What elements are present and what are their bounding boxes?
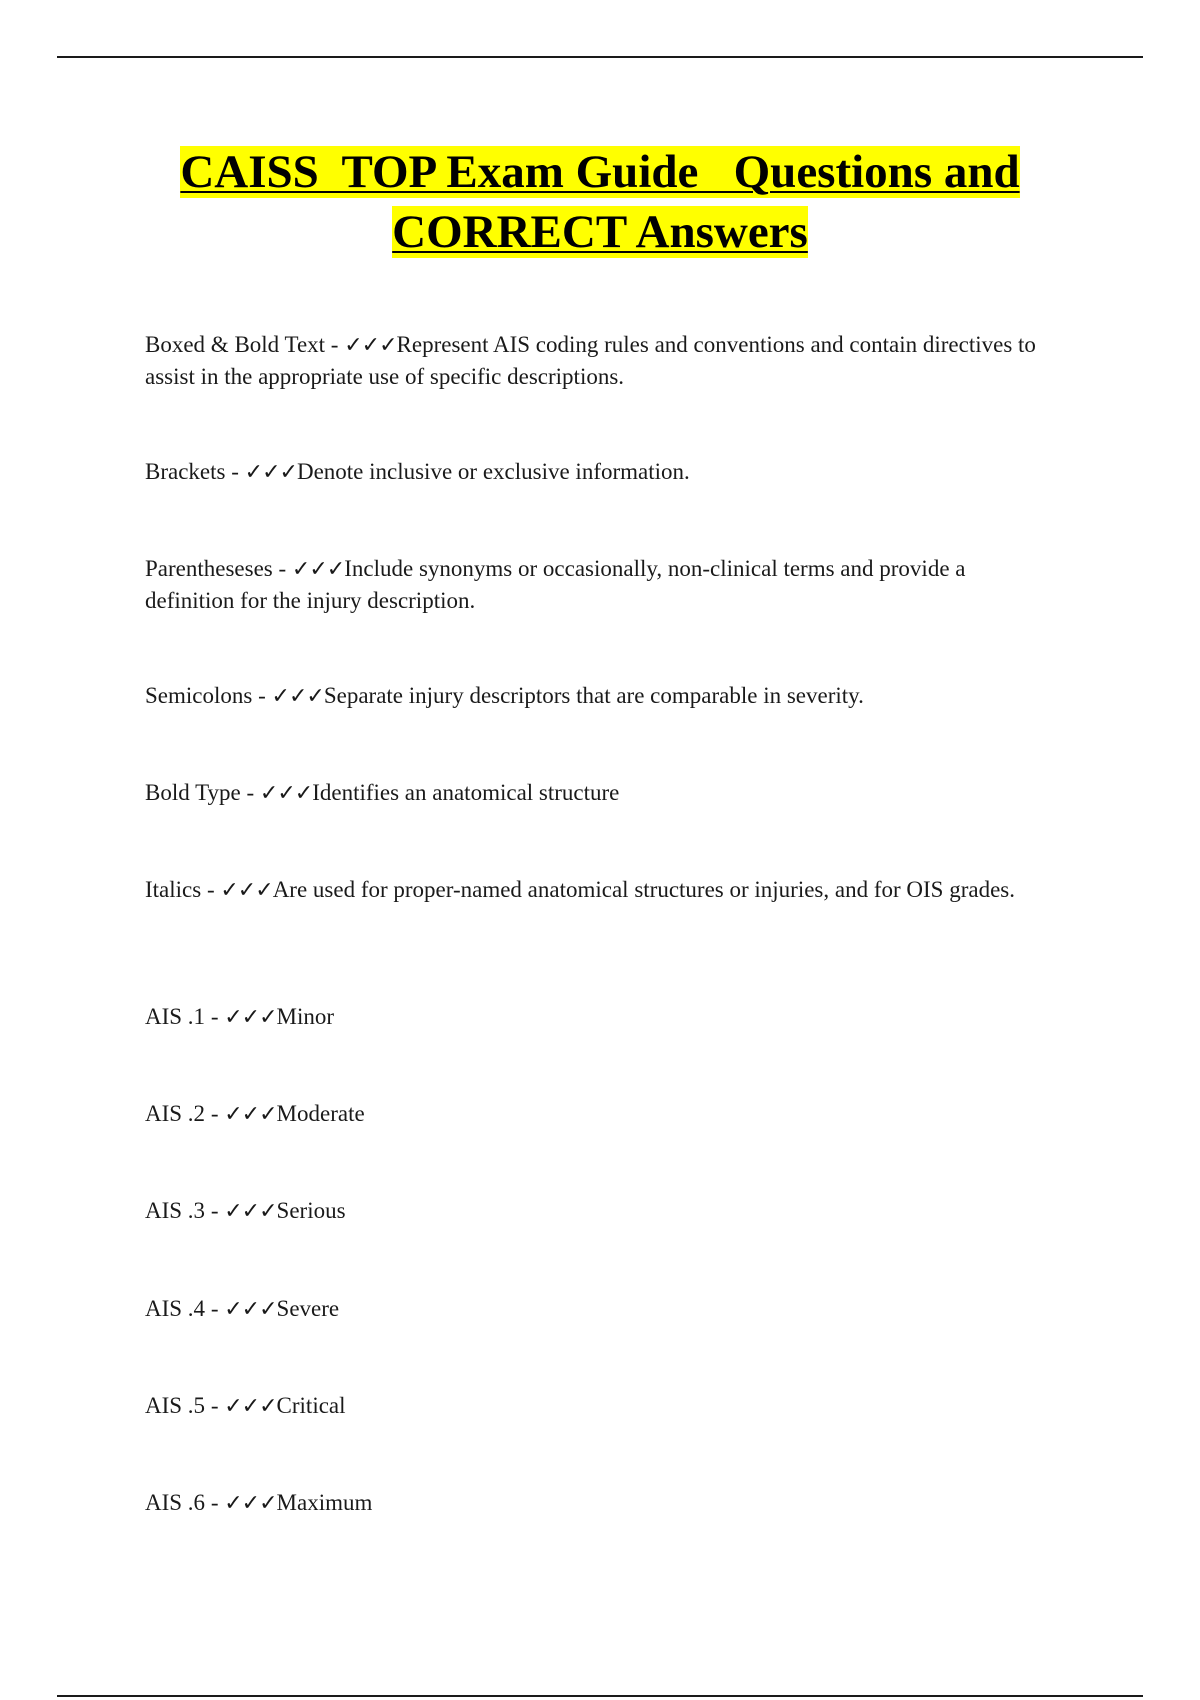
check-marks-icon: ✓✓✓ bbox=[224, 1394, 277, 1419]
qa-entry-boxed-bold-text bbox=[145, 329, 1045, 392]
check-marks-icon: ✓✓✓ bbox=[244, 460, 297, 485]
check-marks-icon: ✓✓✓ bbox=[224, 1199, 277, 1224]
qa-separator: - bbox=[205, 1490, 225, 1515]
qa-term: AIS .2 bbox=[145, 1101, 206, 1126]
document-title bbox=[60, 142, 1140, 262]
qa-definition: Serious bbox=[276, 1198, 346, 1223]
qa-term: AIS .1 bbox=[145, 1004, 206, 1029]
qa-entry-ais-1 bbox=[145, 1001, 1045, 1033]
qa-definition: Are used for proper-named anatomical structures or injuries, and for OIS grades. bbox=[272, 877, 1015, 902]
qa-term: Brackets bbox=[145, 459, 226, 484]
qa-separator: - bbox=[240, 780, 260, 805]
qa-separator: - bbox=[205, 1296, 225, 1321]
qa-term: Bold Type bbox=[145, 780, 241, 805]
qa-entry-ais-5 bbox=[145, 1390, 1045, 1422]
qa-entry-ais-2 bbox=[145, 1098, 1045, 1130]
qa-term: Semicolons bbox=[145, 683, 253, 708]
qa-entry-ais-4 bbox=[145, 1293, 1045, 1325]
qa-term: AIS .6 bbox=[145, 1490, 206, 1515]
qa-entry-semicolons bbox=[145, 680, 1045, 712]
qa-term: AIS .4 bbox=[145, 1296, 206, 1321]
qa-separator: - bbox=[252, 683, 272, 708]
qa-definition: Minor bbox=[276, 1004, 335, 1029]
qa-term: Italics bbox=[145, 877, 202, 902]
qa-entry-bold-type bbox=[145, 777, 1045, 809]
title-line-2: CORRECT Answers bbox=[392, 206, 808, 258]
check-marks-icon: ✓✓✓ bbox=[271, 684, 324, 709]
qa-entry-brackets bbox=[145, 456, 1045, 488]
qa-term: AIS .5 bbox=[145, 1393, 206, 1418]
qa-definition: Include synonyms or occasionally, non-clinical terms and provide a definition for the injury description. bbox=[145, 556, 966, 613]
qa-separator: - bbox=[205, 1393, 225, 1418]
qa-definition: Denote inclusive or exclusive information. bbox=[296, 459, 690, 484]
check-marks-icon: ✓✓✓ bbox=[224, 1491, 277, 1516]
check-marks-icon: ✓✓✓ bbox=[224, 1005, 277, 1030]
qa-term: Parentheseses bbox=[145, 556, 273, 581]
qa-term: Boxed & Bold Text bbox=[145, 332, 326, 357]
qa-definition: Critical bbox=[276, 1393, 346, 1418]
bottom-rule bbox=[57, 1695, 1143, 1697]
check-marks-icon: ✓✓✓ bbox=[259, 781, 313, 806]
qa-separator: - bbox=[325, 332, 345, 357]
qa-definition: Identifies an anatomical structure bbox=[312, 780, 620, 805]
qa-term: AIS .3 bbox=[145, 1198, 206, 1223]
top-rule bbox=[57, 56, 1143, 58]
qa-definition: Severe bbox=[276, 1296, 340, 1321]
check-marks-icon: ✓✓✓ bbox=[224, 1102, 277, 1127]
qa-separator: - bbox=[225, 459, 245, 484]
qa-entry-ais-3 bbox=[145, 1195, 1045, 1227]
qa-separator: - bbox=[201, 877, 221, 902]
qa-separator: - bbox=[205, 1198, 225, 1223]
title-line-1: CAISS TOP Exam Guide Questions and bbox=[180, 146, 1020, 198]
check-marks-icon: ✓✓✓ bbox=[224, 1297, 277, 1322]
qa-entry-italics bbox=[145, 874, 1045, 906]
qa-definition: Moderate bbox=[276, 1101, 365, 1126]
qa-definition: Maximum bbox=[276, 1490, 373, 1515]
qa-definition: Separate injury descriptors that are comparable in severity. bbox=[323, 683, 864, 708]
qa-separator: - bbox=[272, 556, 292, 581]
qa-entry-parentheseses bbox=[145, 553, 1045, 616]
qa-separator: - bbox=[205, 1004, 225, 1029]
qa-entry-ais-6 bbox=[145, 1487, 1045, 1519]
check-marks-icon: ✓✓✓ bbox=[344, 333, 397, 358]
qa-separator: - bbox=[205, 1101, 225, 1126]
check-marks-icon: ✓✓✓ bbox=[220, 878, 273, 903]
qa-definition: Represent AIS coding rules and conventions and contain directives to assist in the appropriate use of specific descriptions. bbox=[145, 332, 1036, 389]
check-marks-icon: ✓✓✓ bbox=[291, 557, 345, 582]
